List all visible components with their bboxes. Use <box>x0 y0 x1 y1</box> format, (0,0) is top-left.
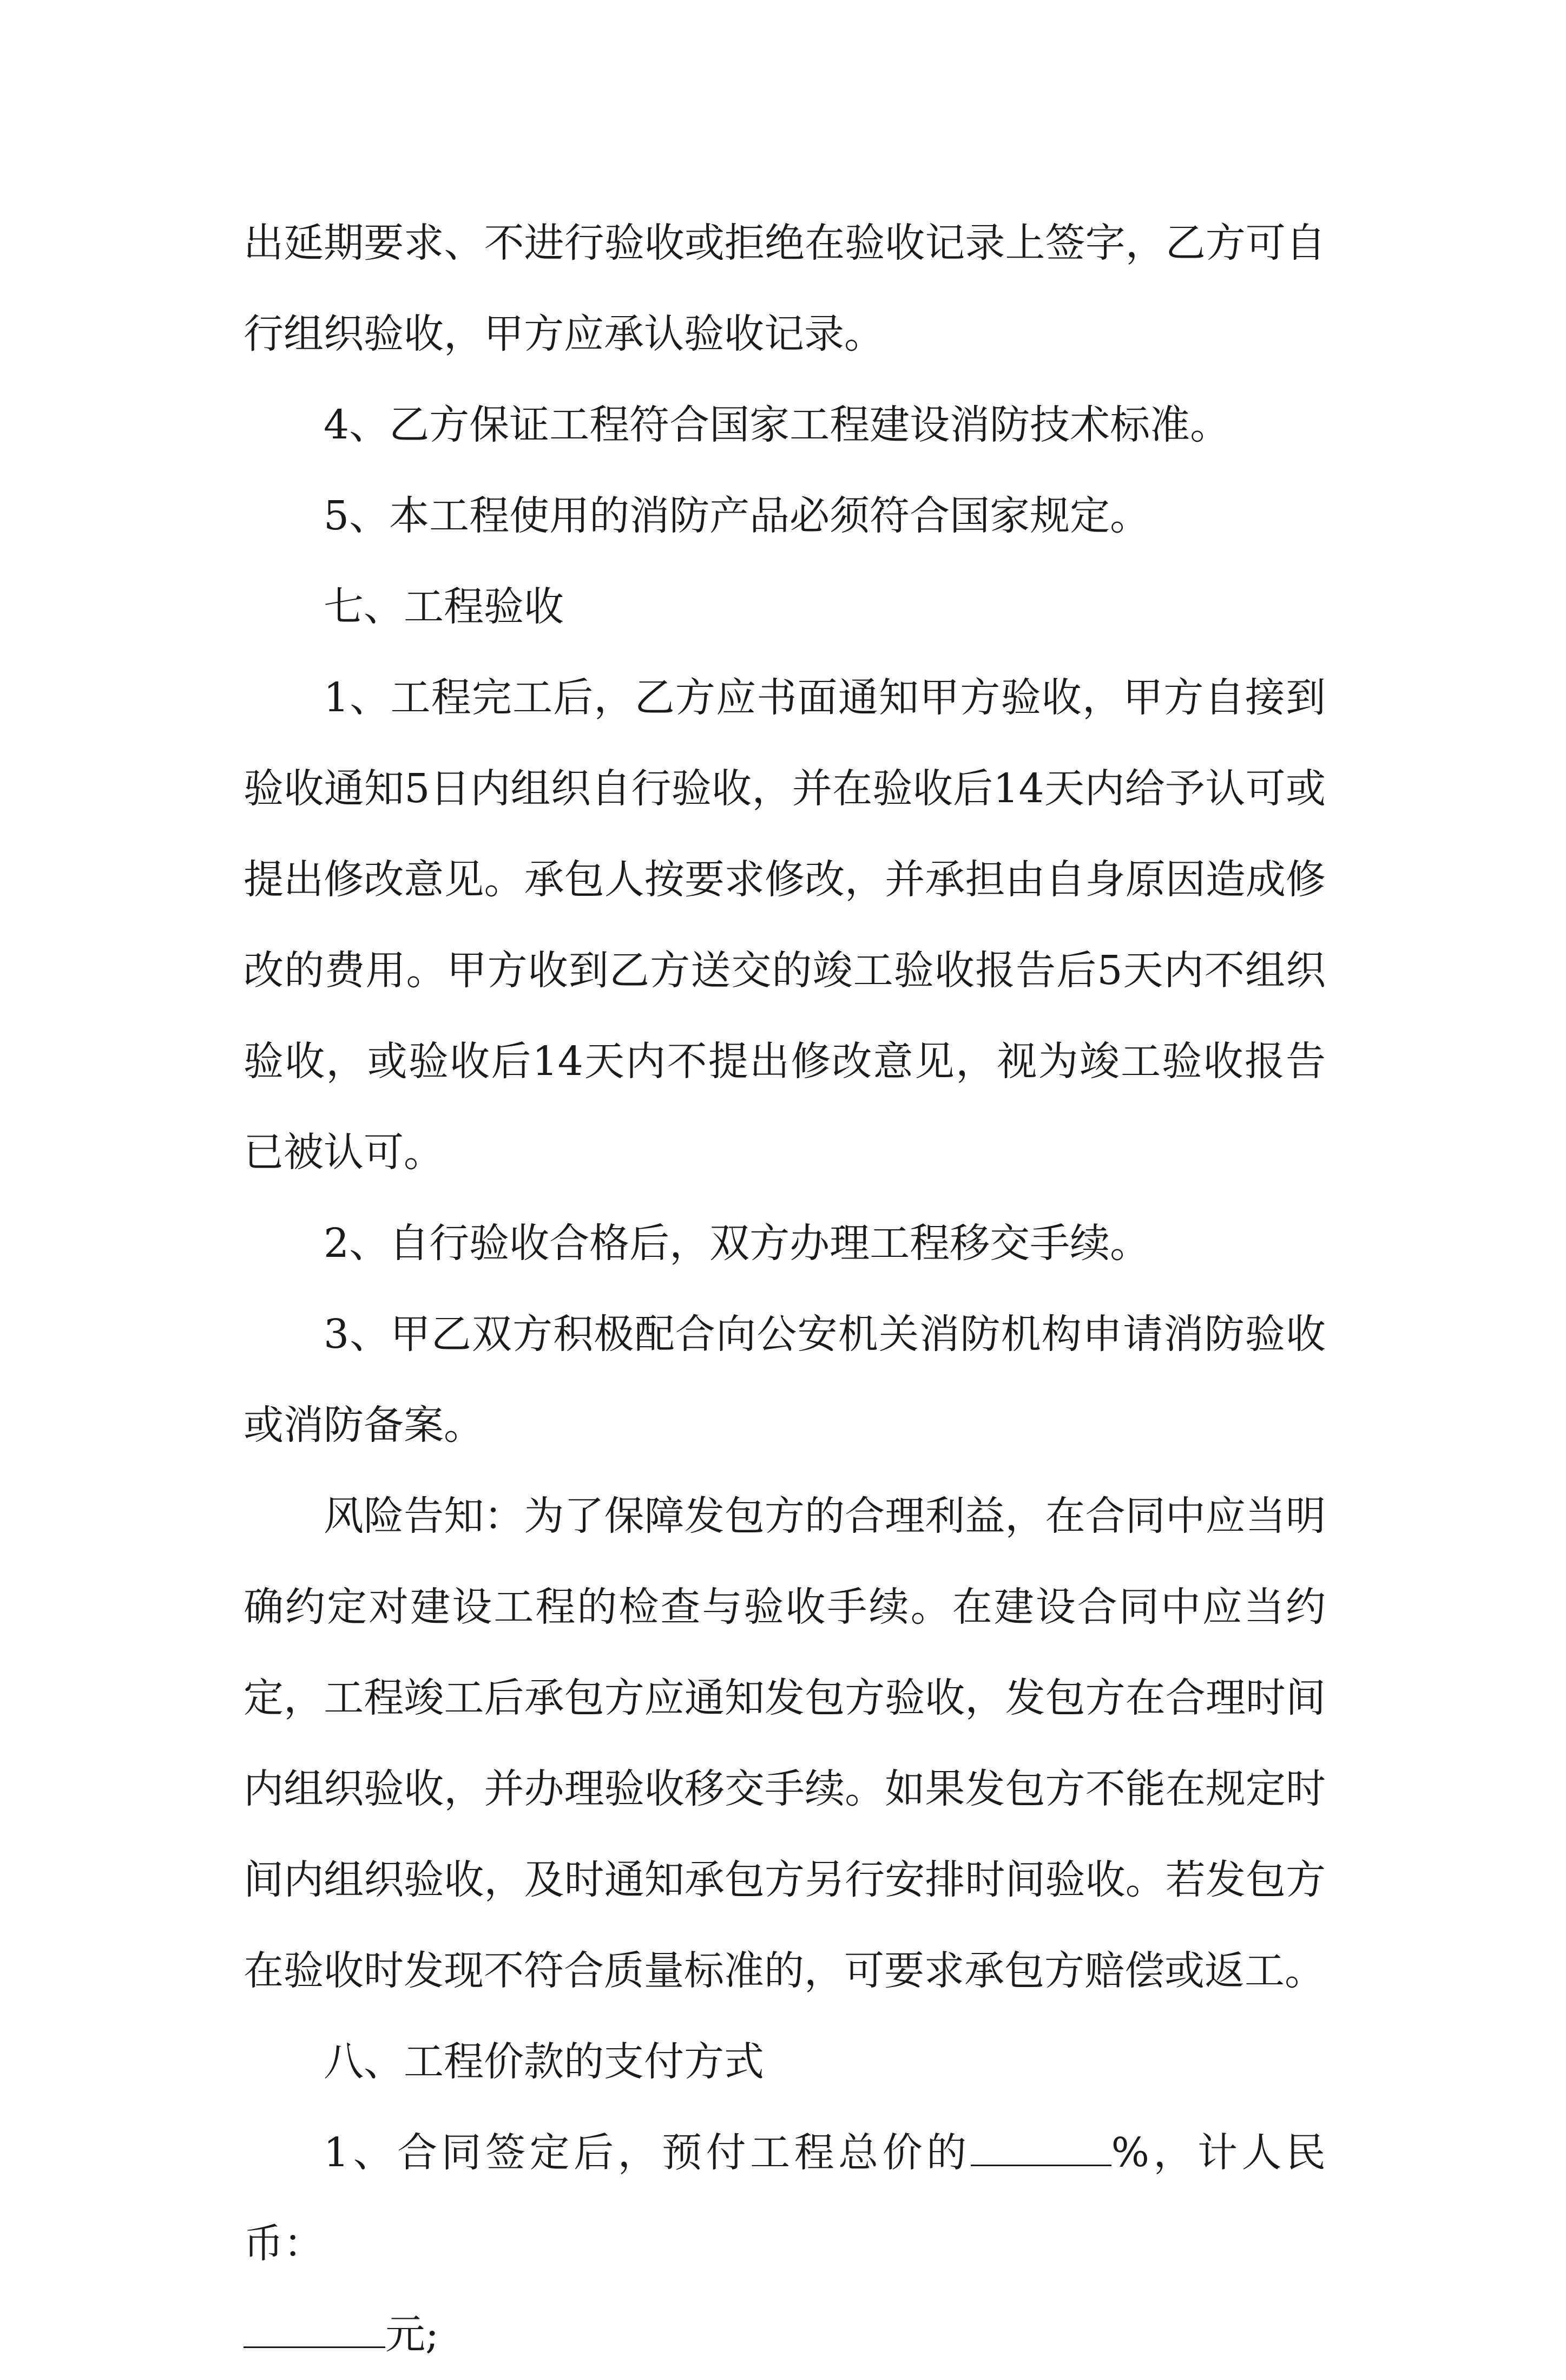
document-body <box>244 198 1326 2380</box>
acceptance-clause-3: 3、甲乙双方积极配合向公安机关消防机构申请消防验收或消防备案。 <box>244 1311 1326 1448</box>
section-heading-payment: 八、工程价款的支付方式 <box>324 2038 764 2085</box>
clause-5: 5、本工程使用的消防产品必须符合国家规定。 <box>324 493 1150 539</box>
clause-4: 4、乙方保证工程符合国家工程建设消防技术标准。 <box>324 402 1231 448</box>
section-heading-acceptance: 七、工程验收 <box>324 583 564 630</box>
risk-notice: 风险告知：为了保障发包方的合理利益，在合同中应当明确约定对建设工程的检查与验收手续。在建设合同中应当约定，工程竣工后承包方应通知发包方验收，发包方在合理时间内组织验收，并办理验收移交手续。如果发包方不能在规定时间内组织验收，及时通知承包方另行安排时间验收。若发包方在验收时发现不符合质量标准的，可要求承包方赔偿或返工。 <box>244 1493 1326 1994</box>
acceptance-clause-2: 2、自行验收合格后，双方办理工程移交手续。 <box>324 1220 1150 1267</box>
payment-suffix: 元; <box>385 2311 439 2358</box>
paragraph: 出延期要求、不进行验收或拒绝在验收记录上签字，乙方可自行组织验收，甲方应承认验收记录。 <box>244 220 1326 357</box>
payment-clause-1 <box>244 2107 1326 2380</box>
percent-sign: % <box>1111 2129 1149 2176</box>
amount-blank-field[interactable] <box>244 2316 385 2348</box>
payment-middle: ，计人民币： <box>244 2129 1326 2267</box>
acceptance-clause-1: 1、工程完工后，乙方应书面通知甲方验收，甲方自接到验收通知5日内组织自行验收，并在验收后14天内给予认可或提出修改意见。承包人按要求修改，并承担由自身原因造成修改的费用。甲方收到乙方送交的竣工验收报告后5天内不组织验收，或验收后14天内不提出修改意见，视为竣工验收报告已被认可。 <box>244 674 1326 1176</box>
payment-prefix: 1、合同签定后，预付工程总价的 <box>324 2129 971 2176</box>
percent-blank-field[interactable] <box>971 2134 1111 2166</box>
